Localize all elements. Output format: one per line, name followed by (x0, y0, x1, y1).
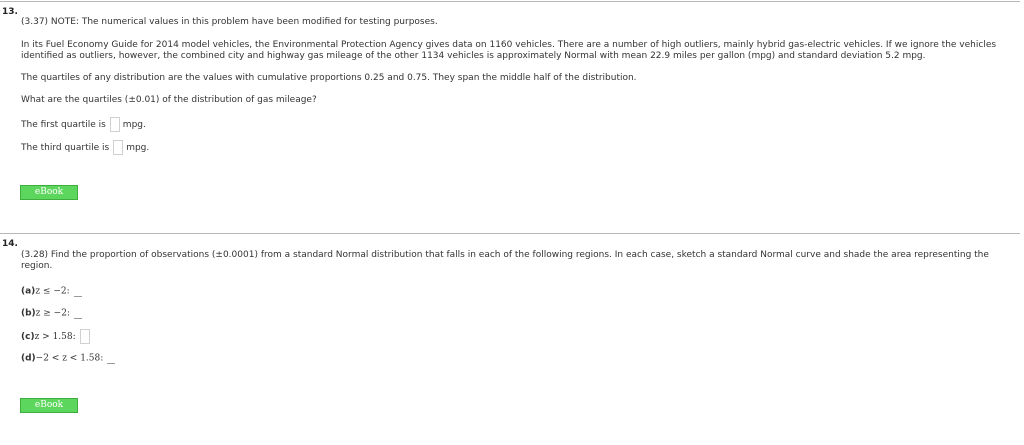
part-c-row (21, 329, 93, 344)
third-quartile-input[interactable] (113, 140, 123, 155)
third-quartile-label: The third quartile is (21, 143, 110, 153)
ebook-button-q13[interactable]: eBook (20, 185, 78, 200)
part-a-label: (a) (21, 286, 36, 297)
first-quartile-row (21, 117, 146, 132)
first-quartile-input[interactable] (110, 117, 120, 132)
question-14-divider (0, 233, 1020, 234)
part-b-label: (b) (21, 308, 36, 319)
top-divider (0, 1, 1020, 2)
part-a-expression: z ≤ −2: (35, 286, 70, 297)
question-14-header: (3.28) Find the proportion of observations (±0.0001) from a standard Normal distribution that falls in each of the following regions. In each case, sketch a standard Normal curve and shade the area representing the region. (21, 250, 989, 271)
part-a-input[interactable] (74, 285, 82, 297)
question-13-number: 13. (2, 7, 18, 17)
quartiles-definition: The quartiles of any distribution are the values with cumulative proportions 0.25 and 0.75. They span the middle half of the distribution. (21, 73, 637, 83)
part-c-expression: z > 1.58: (34, 332, 76, 342)
part-d-expression: −2 < z < 1.58: (35, 353, 104, 364)
question-14-number: 14. (2, 239, 18, 249)
question-13-header: (3.37) NOTE: The numerical values in this problem have been modified for testing purposes. (21, 17, 438, 27)
part-b-row (21, 307, 85, 320)
part-a-row (21, 285, 85, 298)
first-quartile-unit: mpg. (122, 120, 146, 130)
part-d-row (21, 352, 118, 365)
question-13-paragraph: In its Fuel Economy Guide for 2014 model vehicles, the Environmental Protection Agency gives data on 1160 vehicles. There are a number of high outliers, mainly hybrid gas-electric vehicles. If we ignore the vehicles identified as outliers, however, the combined city and highway gas mileage of the other 1134 vehicles is approximately Normal with mean 22.9 miles per gallon (mpg) and standard deviation 5.2 mpg. (21, 40, 997, 61)
first-quartile-label: The first quartile is (21, 120, 106, 130)
ebook-button-q14[interactable]: eBook (20, 398, 78, 413)
part-b-expression: z ≥ −2: (35, 308, 70, 319)
part-b-input[interactable] (74, 307, 82, 319)
third-quartile-row (21, 140, 149, 155)
part-d-label: (d) (21, 353, 36, 364)
question-13-prompt: What are the quartiles (±0.01) of the distribution of gas mileage? (21, 95, 317, 105)
part-c-input[interactable] (80, 329, 90, 344)
third-quartile-unit: mpg. (126, 143, 150, 153)
part-d-input[interactable] (107, 352, 115, 364)
part-c-label: (c) (21, 332, 35, 342)
